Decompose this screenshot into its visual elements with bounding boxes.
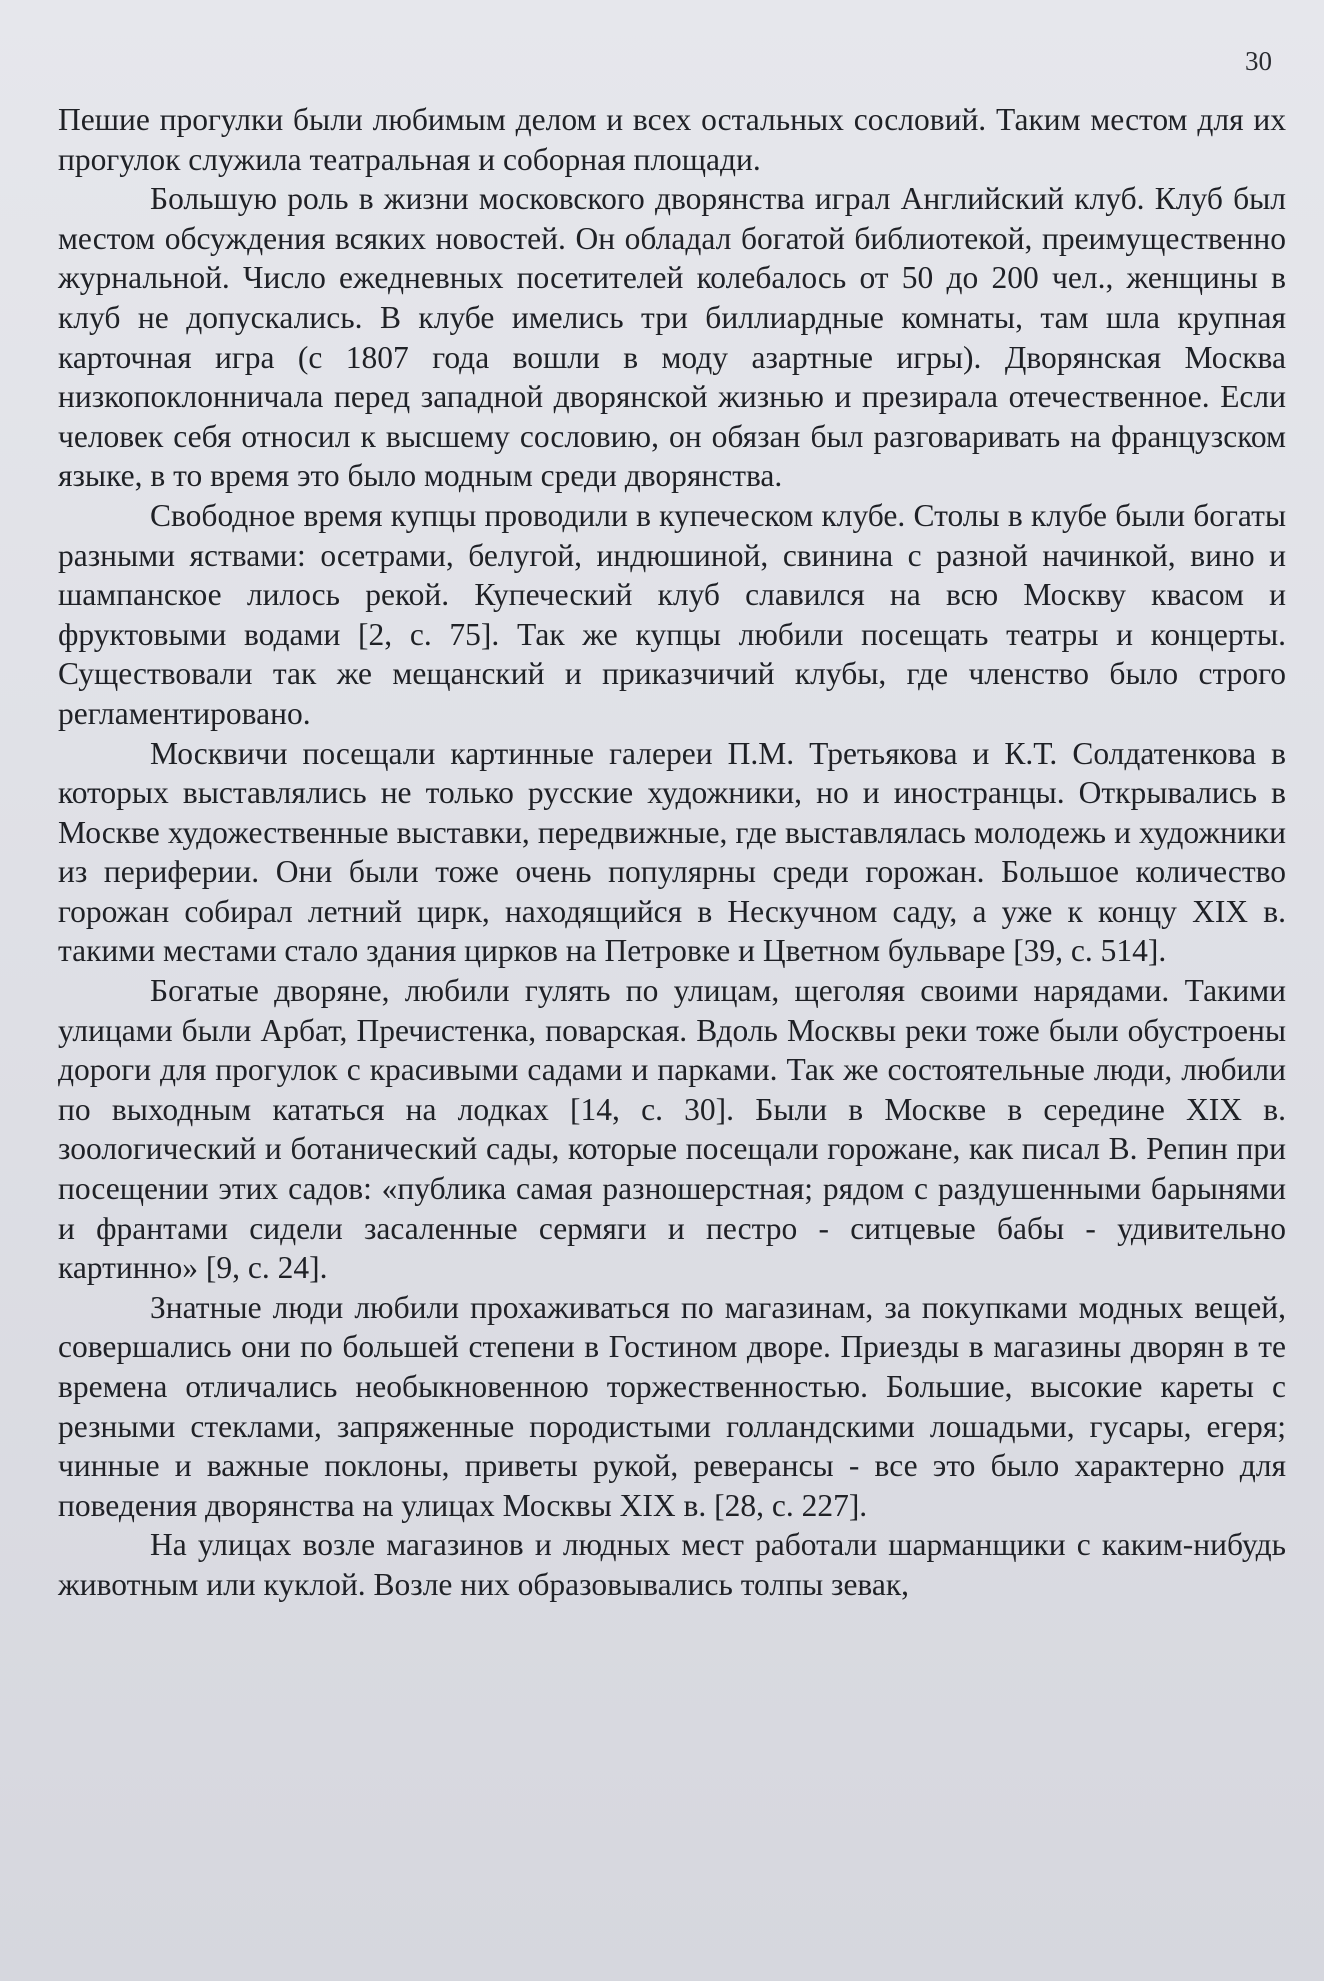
paragraph: Пешие прогулки были любимым делом и всех остальных сословий. Таким местом для их прогулок служила театральная и соборная площади. — [58, 102, 1286, 177]
page-number: 30 — [1245, 46, 1272, 76]
paragraph: Богатые дворяне, любили гулять по улицам, щеголяя своими нарядами. Такими улицами были Арбат, Пречистенка, поварская. Вдоль Москвы реки тоже были обустроены дороги для прогулок с красивыми садами и парками. Так же состоятельные люди, любили по выходным кататься на лодках [14, с. 30]. Были в Москве в середине XIX в. зоологический и ботанический сады, которые посещали горожане, как писал В. Репин при посещении этих садов: «публика самая разношерстная; рядом с раздушенными барынями и франтами сидели засаленные сермяги и пестро - ситцевые бабы - удивительно картинно» [9, с. 24]. — [58, 973, 1286, 1286]
body-text — [58, 100, 1286, 1605]
paragraph: Москвичи посещали картинные галереи П.М. Третьякова и К.Т. Солдатенкова в которых выставлялись не только русские художники, но и иностранцы. Открывались в Москве художественные выставки, передвижные, где выставлялась молодежь и художники из периферии. Они были тоже очень популярны среди горожан. Большое количество горожан собирал летний цирк, находящийся в Нескучном саду, а уже к концу XIX в. такими местами стало здания цирков на Петровке и Цветном бульваре [39, с. 514]. — [58, 735, 1286, 969]
paragraph: Свободное время купцы проводили в купеческом клубе. Столы в клубе были богаты разными яствами: осетрами, белугой, индюшиной, свинина с разной начинкой, вино и шампанское лилось рекой. Купеческий клуб славился на всю Москву квасом и фруктовыми водами [2, с. 75]. Так же купцы любили посещать театры и концерты. Существовали так же мещанский и приказчичий клубы, где членство было строго регламентировано. — [58, 497, 1286, 731]
paragraph: На улицах возле магазинов и людных мест работали шарманщики с каким-нибудь животным или куклой. Возле них образовывались толпы зевак, — [58, 1527, 1286, 1602]
paragraph: Знатные люди любили прохаживаться по магазинам, за покупками модных вещей, совершались они по большей степени в Гостином дворе. Приезды в магазины дворян в те времена отличались необыкновенною торжественностью. Большие, высокие кареты с резными стеклами, запряженные породистыми голландскими лошадьми, гусары, егеря; чинные и важные поклоны, приветы рукой, реверансы - все это было характерно для поведения дворянства на улицах Москвы XIX в. [28, с. 227]. — [58, 1289, 1286, 1523]
paragraph: Большую роль в жизни московского дворянства играл Английский клуб. Клуб был местом обсуждения всяких новостей. Он обладал богатой библиотекой, преимущественно журнальной. Число ежедневных посетителей колебалось от 50 до 200 чел., женщины в клуб не допускались. В клубе имелись три биллиардные комнаты, там шла крупная карточная игра (с 1807 года вошли в моду азартные игры). Дворянская Москва низкопоклонничала перед западной дворянской жизнью и презирала отечественное. Если человек себя относил к высшему сословию, он обязан был разговаривать на французском языке, в то время это было модным среди дворянства. — [58, 181, 1286, 494]
